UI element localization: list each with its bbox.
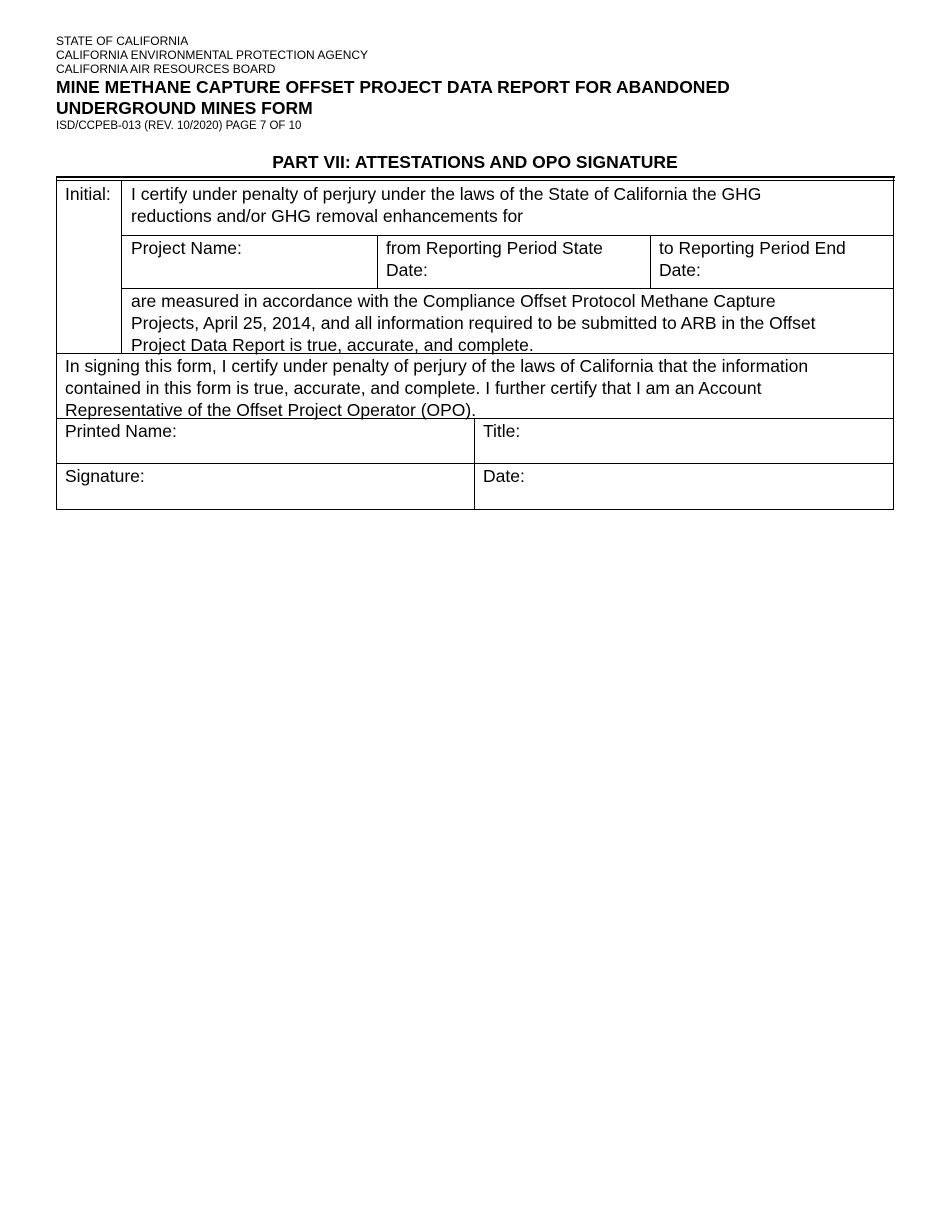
form-title-line-2: UNDERGROUND MINES FORM (56, 98, 313, 118)
table-top-rule-thin (56, 180, 895, 181)
signature-column-divider (474, 418, 475, 510)
certify-text-line-2: reductions and/or GHG removal enhancements for (131, 206, 523, 226)
agency-line-state: STATE OF CALIFORNIA (56, 34, 189, 48)
project-name-divider (377, 235, 378, 288)
agency-line-calepa: CALIFORNIA ENVIRONMENTAL PROTECTION AGENCY (56, 48, 369, 62)
project-name-label: Project Name: (131, 238, 242, 258)
date-label: Date: (483, 466, 525, 486)
table-bottom-border (56, 509, 894, 510)
signing-statement-line-1: In signing this form, I certify under penalty of perjury of the laws of California that the information (65, 356, 809, 376)
signing-statement-line-2: contained in this form is true, accurate, and complete. I further certify that I am an Account (65, 378, 762, 398)
form-title-line-1: MINE METHANE CAPTURE OFFSET PROJECT DATA REPORT FOR ABANDONED (56, 77, 730, 97)
form-id: ISD/CCPEB-013 (REV. 10/2020) PAGE 7 OF 10 (56, 120, 302, 132)
initial-column-divider (121, 180, 122, 353)
initial-label: Initial: (65, 184, 111, 204)
signing-statement (65, 355, 893, 421)
title-label: Title: (483, 421, 521, 441)
to-period-label (659, 237, 891, 281)
to-period-label-line-1: to Reporting Period End (659, 238, 846, 258)
from-period-label-line-2: Date: (386, 260, 428, 280)
printed-name-label: Printed Name: (65, 421, 177, 441)
part-title: PART VII: ATTESTATIONS AND OPO SIGNATURE (272, 152, 678, 172)
to-period-label-line-2: Date: (659, 260, 701, 280)
certify-text (131, 183, 891, 227)
measured-text-line-2: Projects, April 25, 2014, and all information required to be submitted to ARB in the Offset (131, 313, 816, 333)
form-title (56, 77, 896, 119)
row-divider-period (121, 288, 894, 289)
measured-text-line-3: Project Data Report is true, accurate, and complete. (131, 335, 534, 355)
table-right-border (893, 178, 894, 510)
row-divider-certify (121, 235, 894, 236)
agency-line-carb: CALIFORNIA AIR RESOURCES BOARD (56, 62, 276, 76)
measured-text (131, 290, 893, 356)
table-top-rule (56, 176, 895, 178)
from-period-label (386, 237, 648, 281)
table-left-border (56, 178, 57, 510)
certify-text-line-1: I certify under penalty of perjury under the laws of the State of California the GHG (131, 184, 762, 204)
from-period-divider (650, 235, 651, 288)
signing-statement-line-3: Representative of the Offset Project Operator (OPO). (65, 400, 477, 420)
row-divider-name (56, 463, 894, 464)
measured-text-line-1: are measured in accordance with the Compliance Offset Protocol Methane Capture (131, 291, 776, 311)
from-period-label-line-1: from Reporting Period State (386, 238, 603, 258)
signature-label: Signature: (65, 466, 145, 486)
